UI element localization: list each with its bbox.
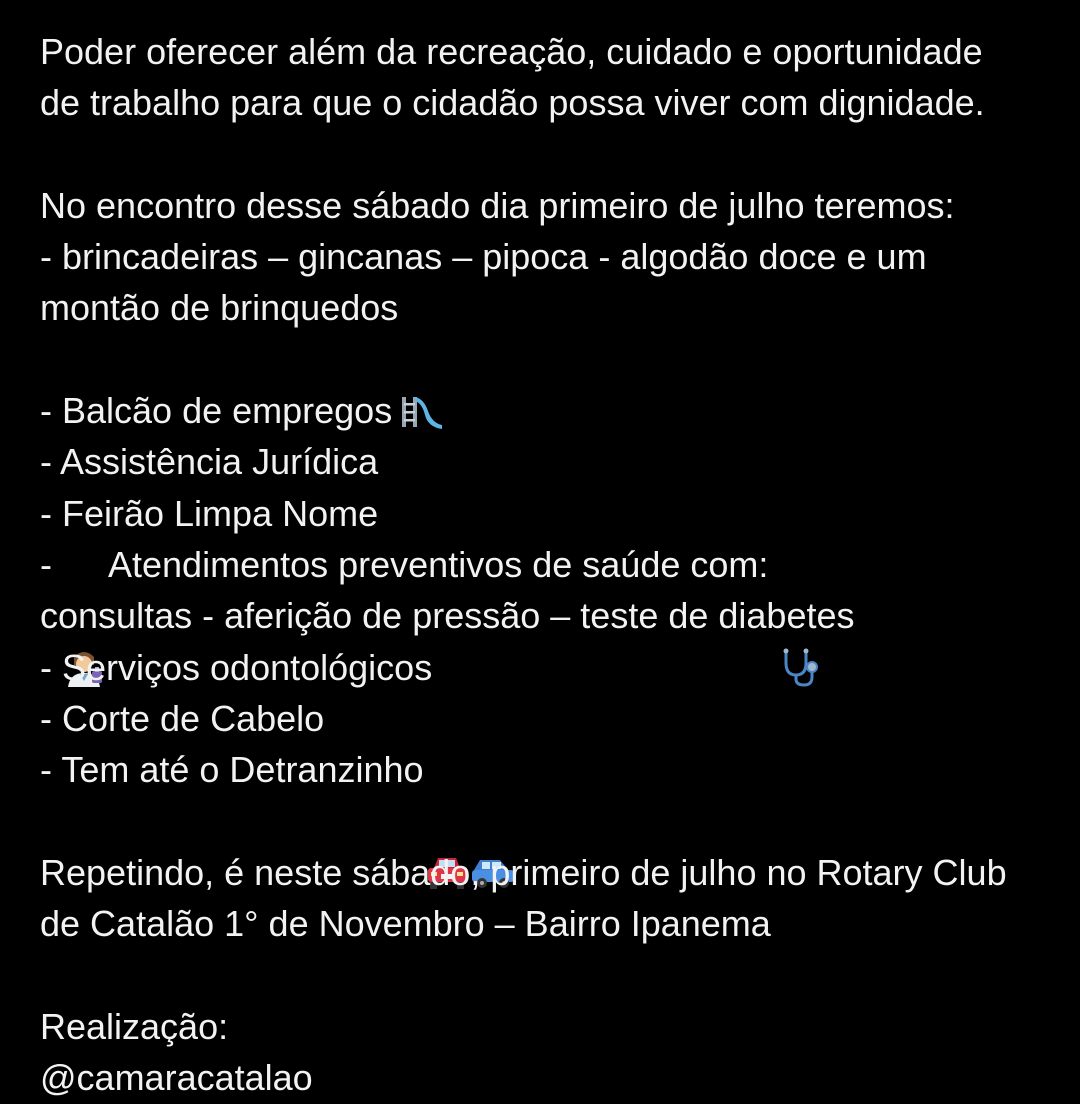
paragraph-2-line-3-text: montão de brinquedos: [40, 287, 399, 329]
list-item-detran: [40, 744, 1050, 795]
credits-handle-link[interactable]: @camaracatalao: [40, 1056, 313, 1098]
blank-line: [40, 334, 1050, 385]
slide-icon: [398, 288, 444, 328]
list-item: - Assistência Jurídica: [40, 441, 379, 483]
paragraph-2-line-3: [40, 282, 1050, 333]
blank-line: [40, 949, 1050, 1000]
list-item: - Corte de Cabelo: [40, 697, 325, 739]
stethoscope-icon: [778, 545, 824, 585]
list-item-health-continued: consultas - aferição de pressão – teste de diabetes: [40, 595, 855, 637]
paragraph-1-line-2: de trabalho para que o cidadão possa viver com dignidade.: [40, 82, 985, 124]
list-item-health: [40, 539, 1050, 590]
credits-label: Realização:: [40, 1005, 229, 1047]
list-item-health-text: Atendimentos preventivos de saúde com:: [108, 543, 779, 585]
blank-line: [40, 129, 1050, 180]
paragraph-3-line-1: Repetindo, é neste sábado, primeiro de julho no Rotary Club: [40, 851, 1007, 893]
paragraph-1-line-1: Poder oferecer além da recreação, cuidado e oportunidade: [40, 31, 983, 72]
list-item: - Feirão Limpa Nome: [40, 492, 379, 534]
list-item: - Serviços odontológicos: [40, 646, 433, 688]
blank-line: [40, 795, 1050, 846]
paragraph-2-line-2: - brincadeiras – gincanas – pipoca - algodão doce e um: [40, 236, 927, 278]
health-worker-icon: [62, 545, 108, 585]
red-car-icon: [424, 750, 470, 790]
paragraph-3-line-2: de Catalão 1° de Novembro – Bairro Ipanema: [40, 903, 771, 945]
blue-suv-icon: [470, 750, 516, 790]
list-item-prefix: -: [40, 543, 62, 585]
paragraph-2-line-1: No encontro desse sábado dia primeiro de julho teremos:: [40, 184, 955, 226]
list-item-detran-text: - Tem até o Detranzinho: [40, 749, 424, 791]
list-item: - Balcão de empregos: [40, 390, 393, 432]
